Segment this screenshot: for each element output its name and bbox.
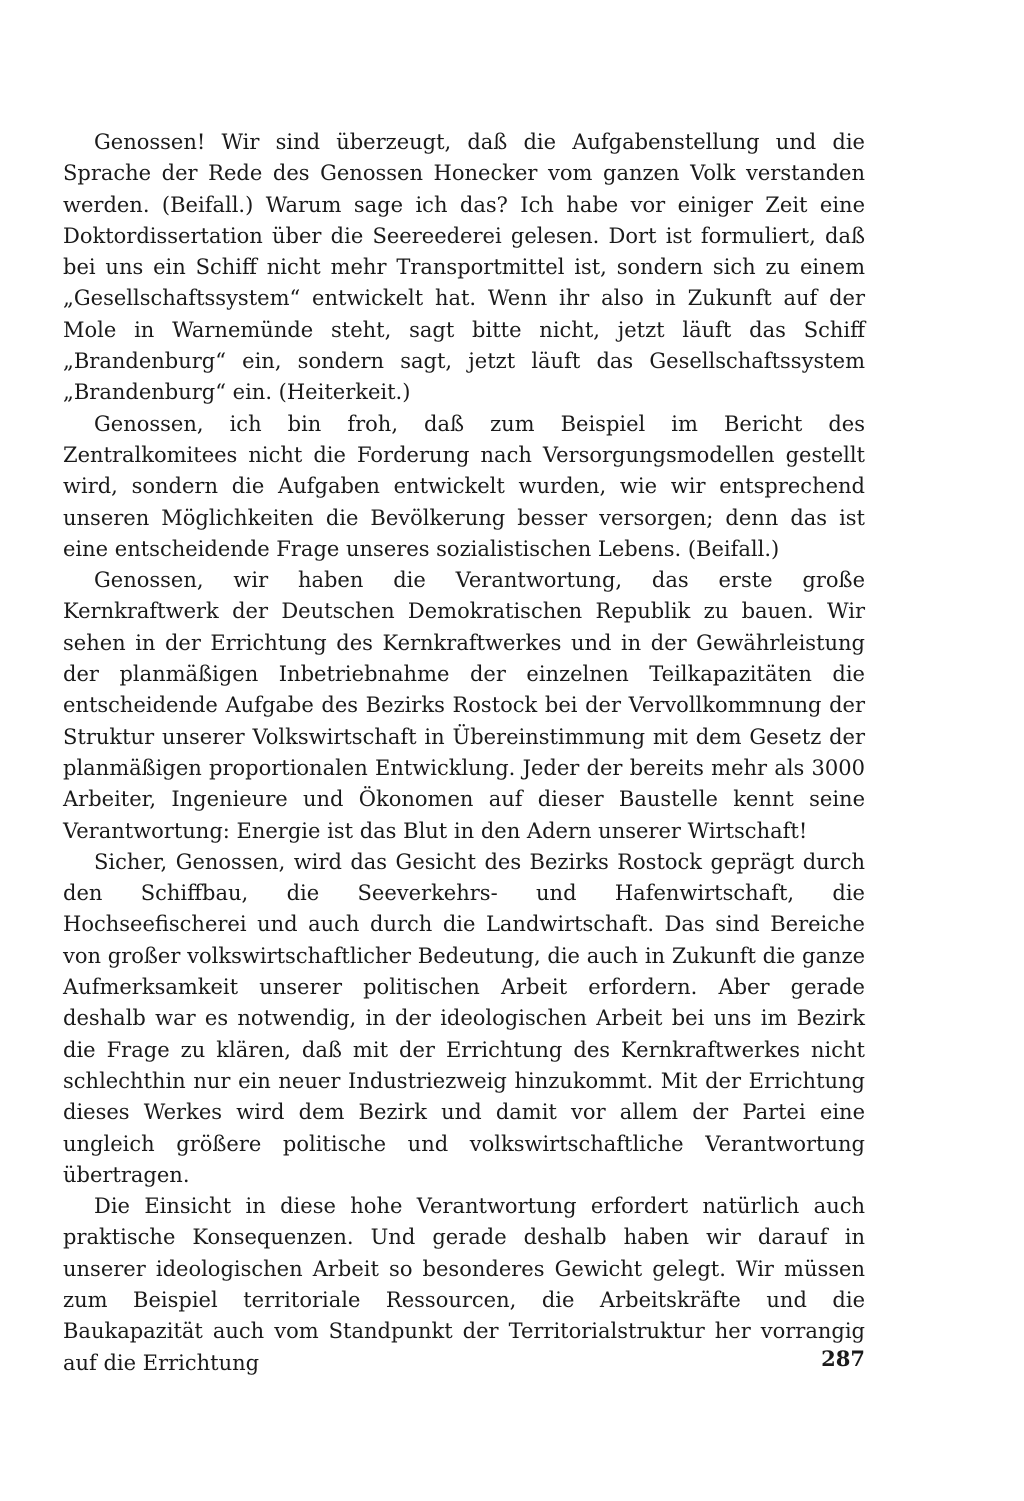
paragraph-5: Die Einsicht in diese hohe Verantwortung erfordert natürlich auch praktische Konsequenzen. Und gerade deshalb haben wir darauf in unserer ideologischen Arbeit so besonderes Gewicht gelegt. Wir müssen zum Beispiel territoriale Ressourcen, die Arbeitskräfte und die Baukapazität auch vom Standpunkt der Territorialstruktur her vorrangig auf die Errichtung <box>63 1194 865 1375</box>
body-text <box>63 127 865 1379</box>
page-number: 287 <box>821 1346 865 1371</box>
paragraph-3: Genossen, wir haben die Verantwortung, das erste große Kernkraftwerk der Deutschen Demokratischen Republik zu bauen. Wir sehen in der Errichtung des Kernkraftwerkes und in der Gewährleistung der planmäßigen Inbetriebnahme der einzelnen Teilkapazitäten die entscheidende Aufgabe des Bezirks Rostock bei der Vervollkommnung der Struktur unserer Volkswirtschaft in Übereinstimmung mit dem Gesetz der planmäßigen proportionalen Entwicklung. Jeder der bereits mehr als 3000 Arbeiter, Ingenieure und Ökonomen auf dieser Baustelle kennt seine Verantwortung: Energie ist das Blut in den Adern unserer Wirtschaft! <box>63 568 865 843</box>
paragraph-1: Genossen! Wir sind überzeugt, daß die Aufgabenstellung und die Sprache der Rede des Genossen Honecker vom ganzen Volk verstanden werden. (Beifall.) Warum sage ich das? Ich habe vor einiger Zeit eine Doktordissertation über die Seereederei gelesen. Dort ist formuliert, daß bei uns ein Schiff nicht mehr Transportmittel ist, sondern sich zu einem „Gesellschaftssystem“ entwickelt hat. Wenn ihr also in Zukunft auf der Mole in Warnemünde steht, sagt bitte nicht, jetzt läuft das Schiff „Brandenburg“ ein, sondern sagt, jetzt läuft das Gesellschaftssystem „Brandenburg“ ein. (Heiterkeit.) <box>63 130 865 405</box>
paragraph-4: Sicher, Genossen, wird das Gesicht des Bezirks Rostock geprägt durch den Schiffbau, die Seeverkehrs- und Hafenwirtschaft, die Hochseefischerei und auch durch die Landwirtschaft. Das sind Bereiche von großer volkswirtschaftlicher Bedeutung, die auch in Zukunft die ganze Aufmerksamkeit unserer politischen Arbeit erfordern. Aber gerade deshalb war es notwendig, in der ideologischen Arbeit bei uns im Bezirk die Frage zu klären, daß mit der Errichtung des Kernkraftwerkes nicht schlechthin nur ein neuer Industriezweig hinzukommt. Mit der Errichtung dieses Werkes wird dem Bezirk und damit vor allem der Partei eine ungleich größere politische und volkswirtschaftliche Verantwortung übertragen. <box>63 849 865 1187</box>
paragraph-2: Genossen, ich bin froh, daß zum Beispiel im Bericht des Zentralkomitees nicht die Forderung nach Versorgungsmodellen gestellt wird, sondern die Aufgaben entwickelt wurden, wie wir entsprechend unseren Möglichkeiten die Bevölkerung besser versorgen; denn das ist eine entscheidende Frage unseres sozialistischen Lebens. (Beifall.) <box>63 411 865 561</box>
